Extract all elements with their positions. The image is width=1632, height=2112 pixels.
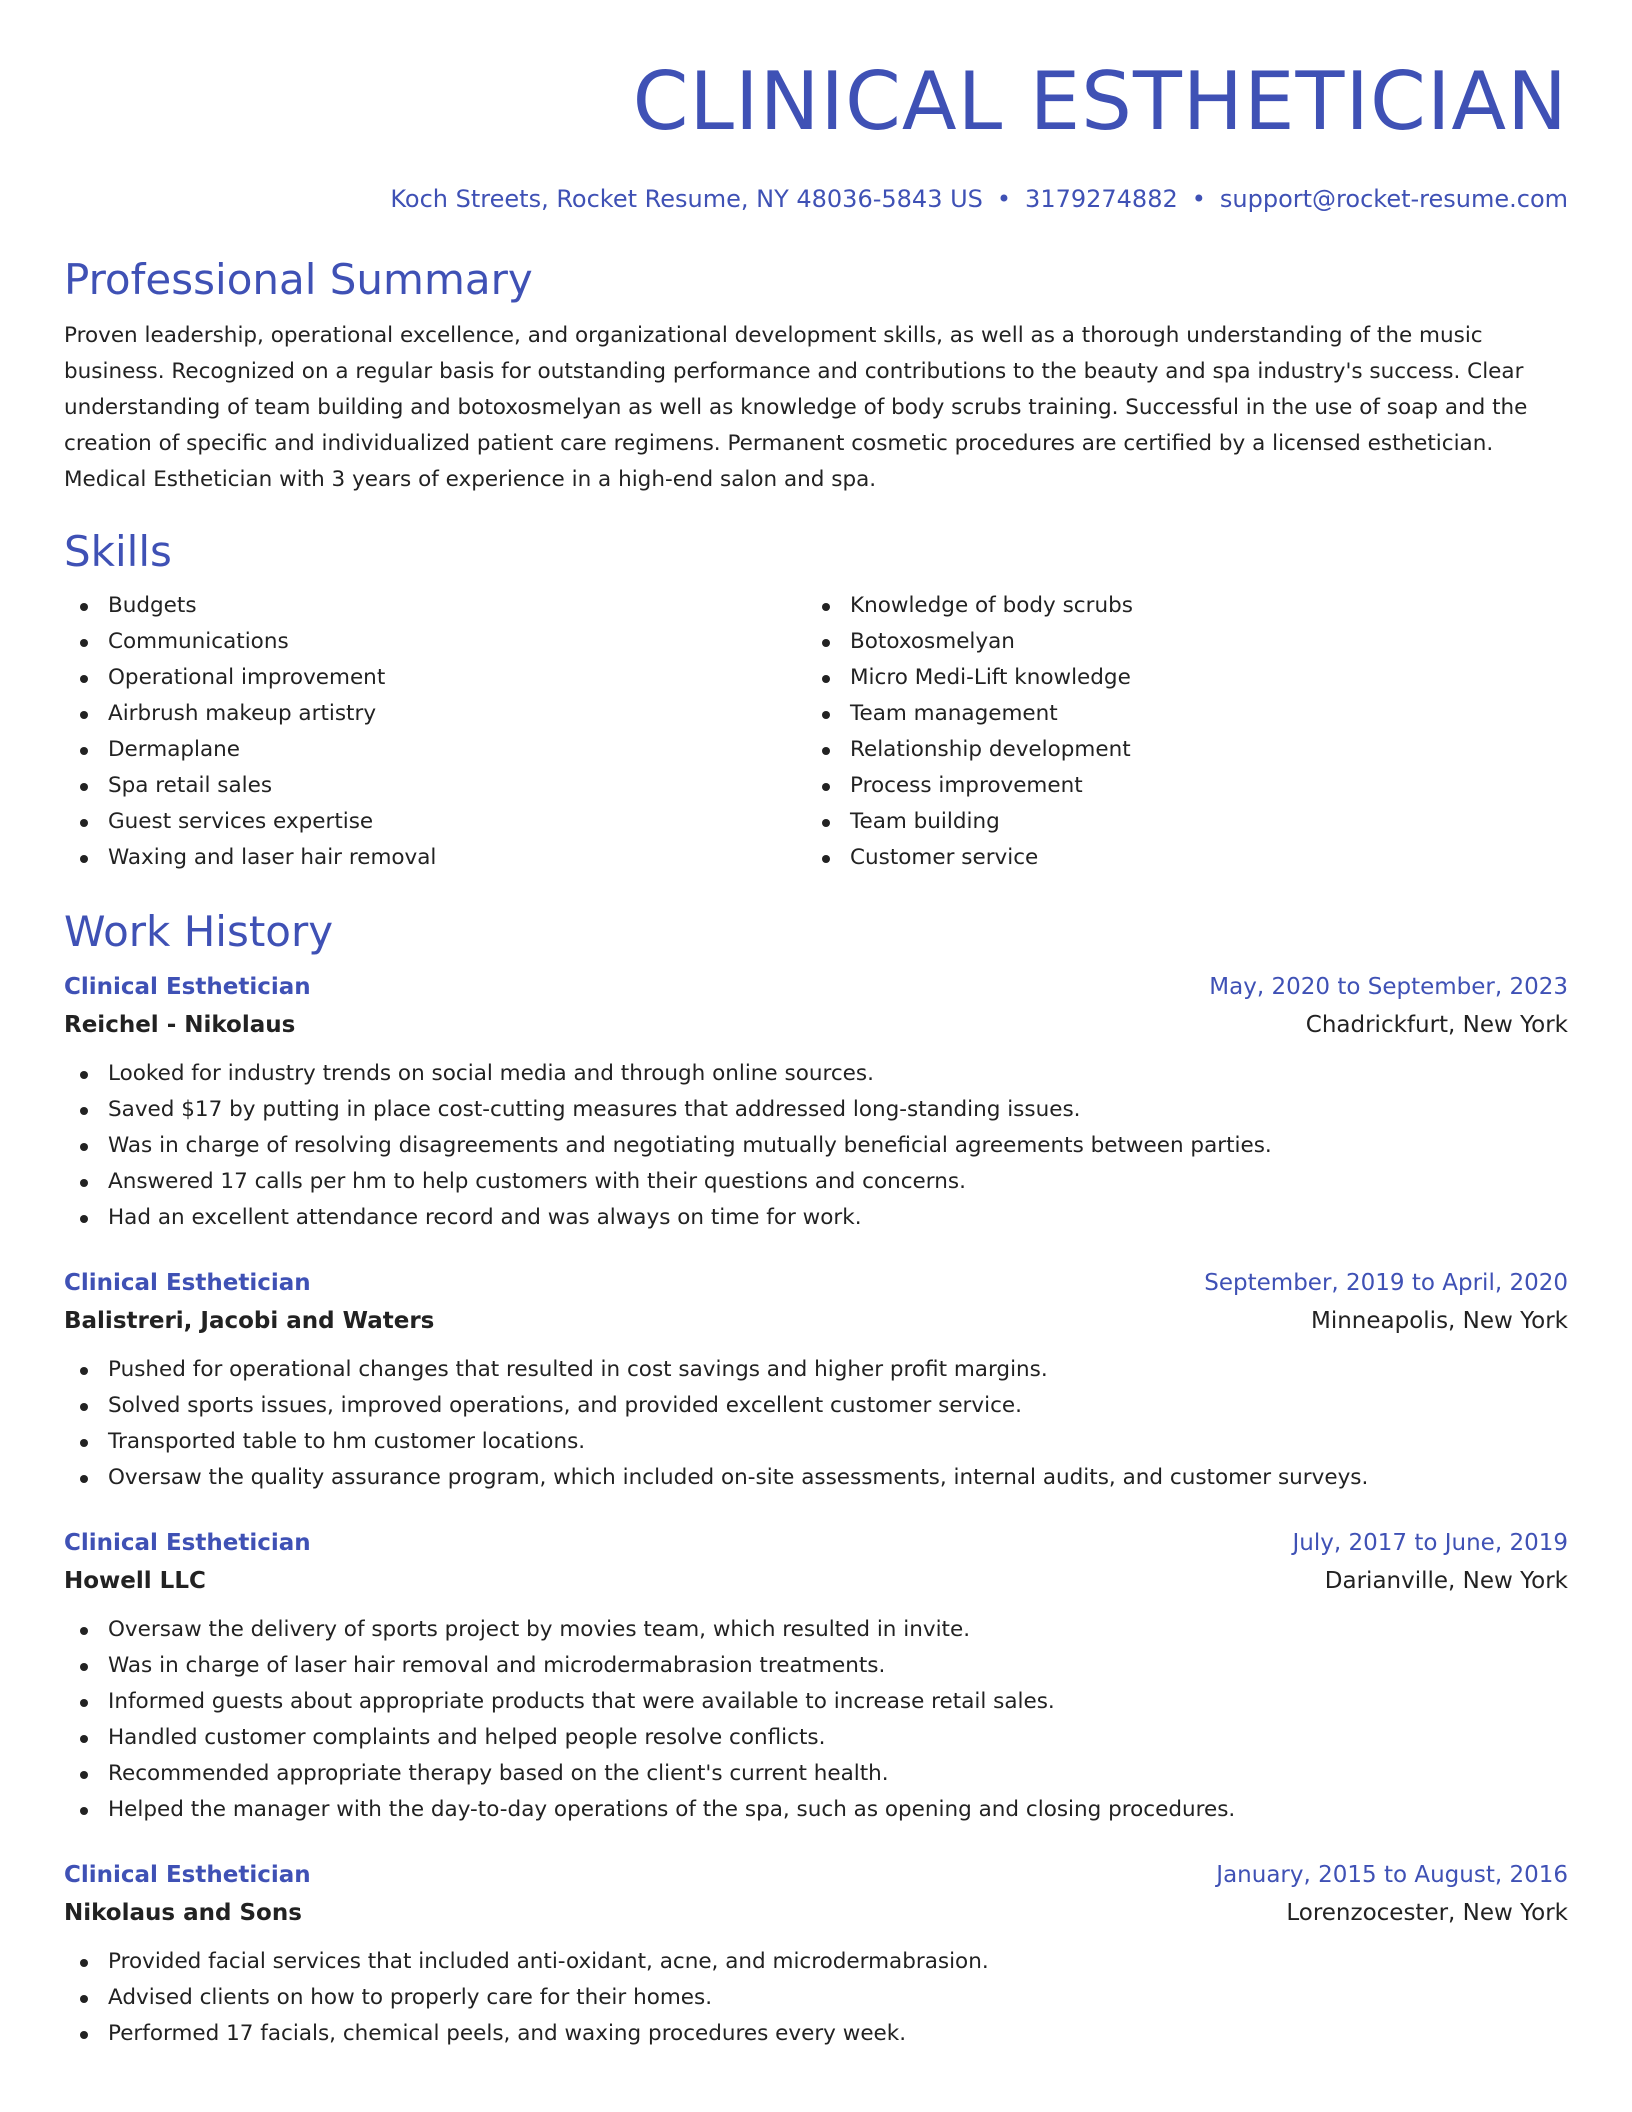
skill-item: Spa retail sales bbox=[64, 768, 806, 804]
job-bullet: Oversaw the delivery of sports project by movies team, which resulted in invite. bbox=[64, 1612, 1568, 1648]
contact-email[interactable]: support@rocket-resume.com bbox=[1219, 185, 1568, 213]
job-bullet: Saved $17 by putting in place cost-cutting measures that addressed long-standing issues. bbox=[64, 1092, 1568, 1128]
job-bullet: Helped the manager with the day-to-day operations of the spa, such as opening and closing procedures. bbox=[64, 1792, 1568, 1828]
summary-heading: Professional Summary bbox=[64, 255, 533, 304]
skill-item: Knowledge of body scrubs bbox=[806, 588, 1548, 624]
skill-item: Guest services expertise bbox=[64, 804, 806, 840]
job-bullets bbox=[64, 1352, 1568, 1496]
job-entry bbox=[64, 1264, 1568, 1496]
job-location: Chadrickfurt, New York bbox=[1305, 1012, 1568, 1038]
skill-item: Dermaplane bbox=[64, 732, 806, 768]
job-role: Clinical Esthetician bbox=[64, 974, 311, 1000]
work-history-list bbox=[64, 968, 1568, 2052]
job-company: Howell LLC bbox=[64, 1568, 206, 1594]
job-role: Clinical Esthetician bbox=[64, 1530, 311, 1556]
job-company-row bbox=[64, 1562, 1568, 1600]
job-bullet: Handled customer complaints and helped people resolve conflicts. bbox=[64, 1720, 1568, 1756]
job-entry bbox=[64, 1856, 1568, 2052]
job-bullet: Recommended appropriate therapy based on the client's current health. bbox=[64, 1756, 1568, 1792]
job-role: Clinical Esthetician bbox=[64, 1862, 311, 1888]
contact-address: Koch Streets, Rocket Resume, NY 48036-5843 US bbox=[390, 185, 983, 213]
job-entry bbox=[64, 968, 1568, 1236]
job-location: Darianville, New York bbox=[1324, 1568, 1568, 1594]
job-bullet: Looked for industry trends on social media and through online sources. bbox=[64, 1056, 1568, 1092]
job-bullet: Oversaw the quality assurance program, which included on-site assessments, internal audits, and customer surveys. bbox=[64, 1460, 1568, 1496]
skill-item: Team building bbox=[806, 804, 1548, 840]
skill-item: Team management bbox=[806, 696, 1548, 732]
skill-item: Communications bbox=[64, 624, 806, 660]
skill-item: Process improvement bbox=[806, 768, 1548, 804]
job-bullet: Was in charge of resolving disagreements and negotiating mutually beneficial agreements between parties. bbox=[64, 1128, 1568, 1164]
job-title-row bbox=[64, 1264, 1568, 1302]
job-company-row bbox=[64, 1894, 1568, 1932]
job-company-row bbox=[64, 1302, 1568, 1340]
job-company-row bbox=[64, 1006, 1568, 1044]
skills-column-right bbox=[806, 588, 1548, 876]
job-bullet: Performed 17 facials, chemical peels, and waxing procedures every week. bbox=[64, 2016, 1568, 2052]
job-bullets bbox=[64, 1944, 1568, 2052]
skill-item: Relationship development bbox=[806, 732, 1548, 768]
job-company: Balistreri, Jacobi and Waters bbox=[64, 1308, 435, 1334]
contact-separator: • bbox=[996, 185, 1012, 213]
job-bullet: Pushed for operational changes that resulted in cost savings and higher profit margins. bbox=[64, 1352, 1568, 1388]
job-bullets bbox=[64, 1612, 1568, 1828]
skill-item: Botoxosmelyan bbox=[806, 624, 1548, 660]
job-title-row bbox=[64, 1524, 1568, 1562]
job-bullet: Solved sports issues, improved operations, and provided excellent customer service. bbox=[64, 1388, 1568, 1424]
contact-separator: • bbox=[1191, 185, 1206, 213]
job-dates: January, 2015 to August, 2016 bbox=[1216, 1862, 1568, 1888]
job-bullet: Answered 17 calls per hm to help customers with their questions and concerns. bbox=[64, 1164, 1568, 1200]
summary-text: Proven leadership, operational excellence, and organizational development skills, as well as a thorough understanding of the music business. Recognized on a regular basis for outstanding performance and contributions to the beauty and spa industry's success. Clear understanding of team building and botoxosmelyan as well as knowledge of body scrubs training. Successful in the use of soap and the creation of specific and individualized patient care regimens. Permanent cosmetic procedures are certified by a licensed esthetician. Medical Esthetician with 3 years of experience in a high-end salon and spa. bbox=[64, 323, 1528, 492]
job-company: Reichel - Nikolaus bbox=[64, 1012, 296, 1038]
job-dates: July, 2017 to June, 2019 bbox=[1292, 1530, 1568, 1556]
skills-list bbox=[64, 588, 1568, 876]
skill-item: Customer service bbox=[806, 840, 1548, 876]
job-bullet: Informed guests about appropriate products that were available to increase retail sales. bbox=[64, 1684, 1568, 1720]
contact-line bbox=[64, 184, 1568, 214]
job-dates: May, 2020 to September, 2023 bbox=[1209, 974, 1568, 1000]
job-title-row bbox=[64, 1856, 1568, 1894]
job-bullet: Had an excellent attendance record and was always on time for work. bbox=[64, 1200, 1568, 1236]
skill-item: Micro Medi-Lift knowledge bbox=[806, 660, 1548, 696]
skills-column-left bbox=[64, 588, 806, 876]
contact-phone: 3179274882 bbox=[1025, 185, 1178, 213]
skills-heading: Skills bbox=[64, 527, 172, 576]
job-company: Nikolaus and Sons bbox=[64, 1900, 302, 1926]
job-bullet: Advised clients on how to properly care for their homes. bbox=[64, 1980, 1568, 2016]
job-bullet: Transported table to hm customer locations. bbox=[64, 1424, 1568, 1460]
skill-item: Operational improvement bbox=[64, 660, 806, 696]
resume-name: CLINICAL ESTHETICIAN bbox=[632, 55, 1568, 148]
job-entry bbox=[64, 1524, 1568, 1828]
work-history-heading: Work History bbox=[64, 907, 334, 956]
skill-item: Budgets bbox=[64, 588, 806, 624]
job-bullets bbox=[64, 1056, 1568, 1236]
job-title-row bbox=[64, 968, 1568, 1006]
job-location: Lorenzocester, New York bbox=[1286, 1900, 1568, 1926]
job-dates: September, 2019 to April, 2020 bbox=[1204, 1270, 1568, 1296]
job-bullet: Provided facial services that included anti-oxidant, acne, and microdermabrasion. bbox=[64, 1944, 1568, 1980]
job-bullet: Was in charge of laser hair removal and microdermabrasion treatments. bbox=[64, 1648, 1568, 1684]
skill-item: Airbrush makeup artistry bbox=[64, 696, 806, 732]
job-role: Clinical Esthetician bbox=[64, 1270, 311, 1296]
skill-item: Waxing and laser hair removal bbox=[64, 840, 806, 876]
job-location: Minneapolis, New York bbox=[1310, 1308, 1568, 1334]
